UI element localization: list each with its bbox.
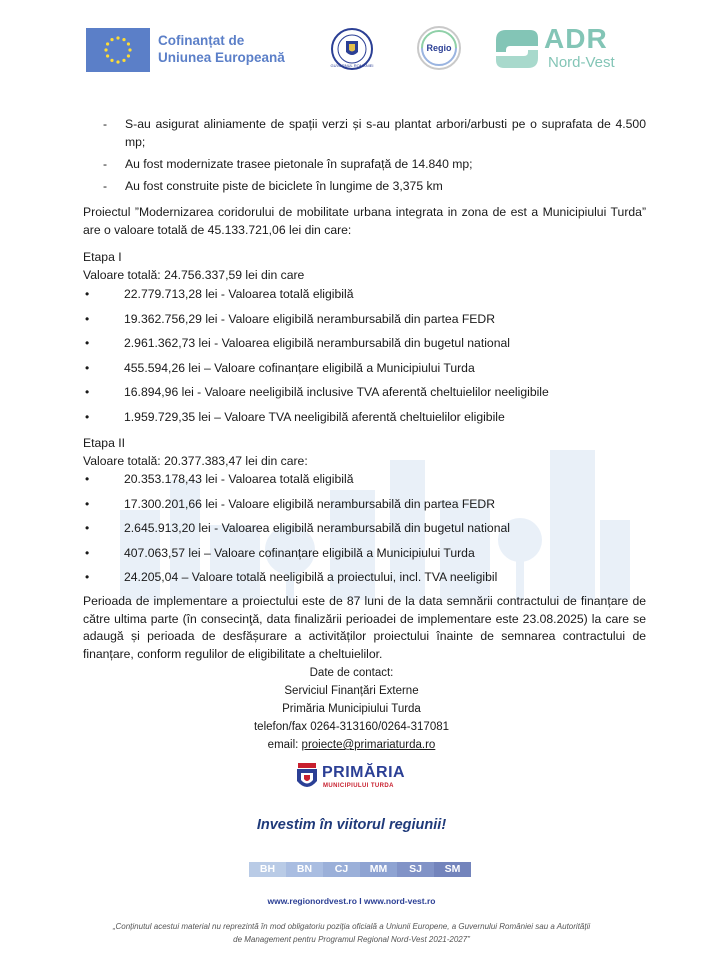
primaria-subtitle: MUNICIPIULUI TURDA bbox=[323, 783, 394, 789]
list-item: - Au fost construite piste de biciclete în lungime de 3,375 km bbox=[83, 177, 646, 195]
contact-institution: Primăria Municipiului Turda bbox=[282, 703, 421, 715]
contact-phone: telefon/fax 0264-313160/0264-317081 bbox=[253, 721, 450, 733]
list-item: • 22.779.713,28 lei - Valoarea totală eligibilă bbox=[83, 286, 646, 311]
county-codes-bar bbox=[249, 862, 471, 877]
romanian-government-seal-icon bbox=[330, 27, 374, 71]
list-item: - S-au asigurat aliniamente de spații verzi și s-au plantat arbori/arbusti pe o suprafata de 4.500 mp; bbox=[83, 115, 646, 151]
list-item: • 407.063,57 lei – Valoare cofinanțare eligibilă a Municipiului Turda bbox=[83, 545, 646, 570]
list-item: • 20.353.178,43 lei - Valoarea totală eligibilă bbox=[83, 471, 646, 496]
stage2-title: Etapa II bbox=[83, 436, 126, 450]
results-dash-list bbox=[83, 115, 646, 199]
stage1-bullet-list bbox=[83, 286, 646, 434]
contact-heading: Date de contact: bbox=[309, 667, 394, 679]
stage1-total: Valoare totală: 24.756.337,59 lei din care bbox=[83, 268, 305, 282]
list-item: - Au fost modernizate trasee pietonale în suprafață de 14.840 mp; bbox=[83, 155, 646, 173]
regio-logo-icon bbox=[416, 25, 462, 71]
header-logos bbox=[86, 22, 646, 80]
contact-department: Serviciul Finanțări Externe bbox=[284, 685, 419, 697]
adr-logo-mark-icon bbox=[492, 26, 542, 72]
stage1-title: Etapa I bbox=[83, 250, 122, 264]
list-item: • 17.300.201,66 lei - Valoare eligibilă nerambursabilă din partea FEDR bbox=[83, 496, 646, 521]
primaria-turda-logo bbox=[295, 762, 411, 794]
list-item: • 2.961.362,73 lei - Valoarea eligibilă nerambursabilă din bugetul national bbox=[83, 335, 646, 360]
adr-subtitle: Nord-Vest bbox=[548, 54, 615, 71]
stage2-bullet-list bbox=[83, 471, 646, 594]
county-code: CJ bbox=[323, 862, 360, 877]
eu-text-line2: Uniunea Europeană bbox=[158, 50, 285, 65]
county-code: MM bbox=[360, 862, 397, 877]
primaria-title: PRIMĂRIA bbox=[322, 764, 406, 781]
stage2-total: Valoare totală: 20.377.383,47 lei din care: bbox=[83, 454, 308, 468]
regio-text: Regio bbox=[426, 43, 452, 53]
contact-email-line bbox=[0, 736, 703, 754]
county-code: SM bbox=[434, 862, 471, 877]
eu-cofinanced-text bbox=[158, 32, 285, 66]
email-link[interactable]: proiecte@primariaturda.ro bbox=[301, 739, 436, 751]
county-code: BH bbox=[249, 862, 286, 877]
eu-text-line1: Cofinanțat de bbox=[158, 33, 245, 48]
websites-line: www.regionordvest.ro I www.nord-vest.ro bbox=[267, 896, 436, 906]
list-item: • 2.645.913,20 lei - Valoarea eligibilă nerambursabilă din bugetul national bbox=[83, 520, 646, 545]
implementation-paragraph: Perioada de implementare a proiectului este de 87 luni de la data semnării contractului de finanțare de către ultima parte (în consecinţă, data finalizării perioadei de implementare este 23.08.2025) la care se adaugă și perioada de desfășurare a activităților proiectului înainte de semnarea contractului de finanțare, conform regulilor de eligibilitate a cheltuielilor. bbox=[83, 594, 646, 661]
list-item: • 1.959.729,35 lei – Valoare TVA neeligibilă aferentă cheltuielilor eligibile bbox=[83, 409, 646, 434]
adr-title: ADR bbox=[544, 23, 608, 54]
project-intro-paragraph: Proiectul ”Modernizarea coridorului de mobilitate urbana integrata in zona de est a Municipiului Turda” are o valoare totală de 45.133.721,06 lei din care: bbox=[83, 205, 646, 237]
list-item: • 19.362.756,29 lei - Valoare eligibilă nerambursabilă din partea FEDR bbox=[83, 311, 646, 336]
list-item: • 455.594,26 lei – Valoare cofinanțare eligibilă a Municipiului Turda bbox=[83, 360, 646, 385]
county-code: BN bbox=[286, 862, 323, 877]
email-label: email: bbox=[267, 739, 302, 751]
list-item: • 24.205,04 – Valoare totală neeligibilă a proiectului, incl. TVA neeligibil bbox=[83, 569, 646, 594]
disclaimer-text: „Conținutul acestui material nu reprezintă în mod obligatoriu poziția oficială a Uniunii Europene, a Guvernului României sau a Autorității de Management pentru Programul Regional Nord-Vest 2021-2027” bbox=[112, 922, 591, 944]
eu-flag-icon bbox=[86, 28, 150, 72]
slogan: Investim în viitorul regiunii! bbox=[256, 817, 447, 833]
gov-seal-text: GUVERNUL ROMÂNIEI bbox=[330, 63, 374, 68]
turda-crest-icon bbox=[295, 763, 319, 793]
county-code: SJ bbox=[397, 862, 434, 877]
list-item: • 16.894,96 lei - Valoare neeligibilă inclusive TVA aferentă cheltuielilor neeligibile bbox=[83, 384, 646, 409]
